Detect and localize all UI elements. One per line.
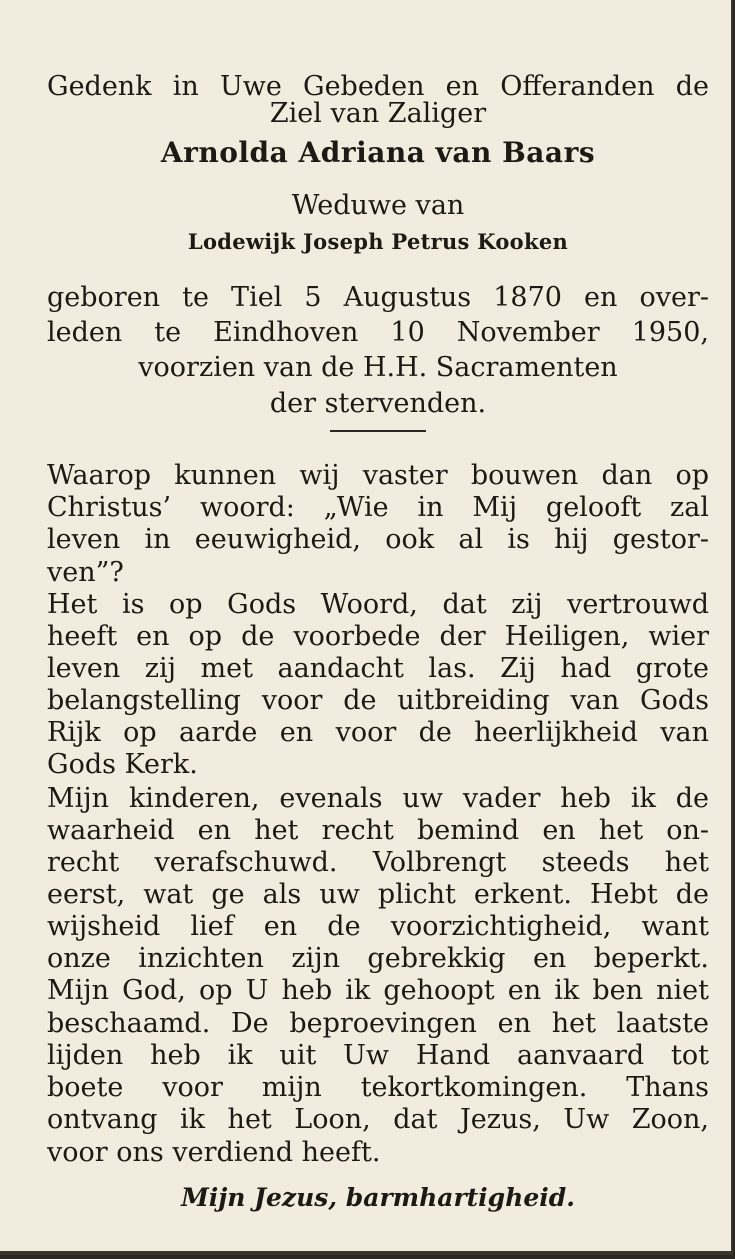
biography-line-3: voorzien van de H.H. Sacramenten	[138, 352, 618, 383]
text-line-15: wijsheid lief en de voorzichtigheid, want	[47, 911, 709, 942]
text-line-1: Waarop kunnen wij vaster bouwen dan op	[47, 460, 709, 491]
text-line-5: Het is op Gods Woord, dat zij vertrouwd	[47, 589, 709, 620]
text-line-7: leven zij met aandacht las. Zij had grote	[47, 653, 709, 684]
text-line-3: leven in eeuwigheid, ook al is hij gestor-	[47, 524, 709, 555]
text-line-17: Mijn God, op U heb ik gehoopt en ik ben niet	[47, 975, 709, 1006]
header-line-1: Gedenk in Uwe Gebeden en Offeranden de	[47, 71, 709, 102]
text-line-6: heeft en op de voorbede der Heiligen, wier	[47, 621, 709, 652]
text-line-12: waarheid en het recht bemind en het on-	[47, 815, 709, 846]
text-line-2: Christus’ woord: „Wie in Mij gelooft zal	[47, 492, 709, 523]
text-line-21: ontvang ik het Loon, dat Jezus, Uw Zoon,	[47, 1104, 709, 1135]
header-line-2: Ziel van Zaliger	[269, 98, 487, 129]
text-line-19: lijden heb ik uit Uw Hand aanvaard tot	[47, 1040, 709, 1071]
biography-line-1: geboren te Tiel 5 Augustus 1870 en over-	[47, 282, 709, 313]
text-line-13: recht verafschuwd. Volbrengt steeds het	[47, 847, 709, 878]
text-line-11: Mijn kinderen, evenals uw vader heb ik de	[47, 783, 709, 814]
text-line-16: onze inzichten zijn gebrekkig en beperkt.	[47, 943, 709, 974]
biography-line-4: der stervenden.	[269, 388, 487, 419]
widow-of: Weduwe van	[291, 190, 465, 221]
text-line-22: voor ons verdiend heeft.	[47, 1137, 381, 1168]
text-line-18: beschaamd. De beproevingen en het laatste	[47, 1008, 709, 1039]
text-line-14: eerst, wat ge als uw plicht erkent. Hebt de	[47, 879, 709, 910]
deceased-name: Arnolda Adriana van Baars	[160, 136, 596, 169]
text-line-8: belangstelling voor de uitbreiding van Gods	[47, 685, 709, 716]
closing-prayer: Mijn Jezus, barmhartigheid.	[181, 1183, 575, 1212]
text-line-10: Gods Kerk.	[47, 749, 198, 780]
text-line-9: Rijk op aarde en voor de heerlijkheid van	[47, 717, 709, 748]
biography-line-2: leden te Eindhoven 10 November 1950,	[47, 317, 709, 348]
divider-rule	[330, 430, 426, 432]
text-line-20: boete voor mijn tekortkomingen. Thans	[47, 1072, 709, 1103]
husband-name: Lodewijk Joseph Petrus Kooken	[187, 229, 569, 254]
text-line-4: ven”?	[47, 557, 124, 588]
